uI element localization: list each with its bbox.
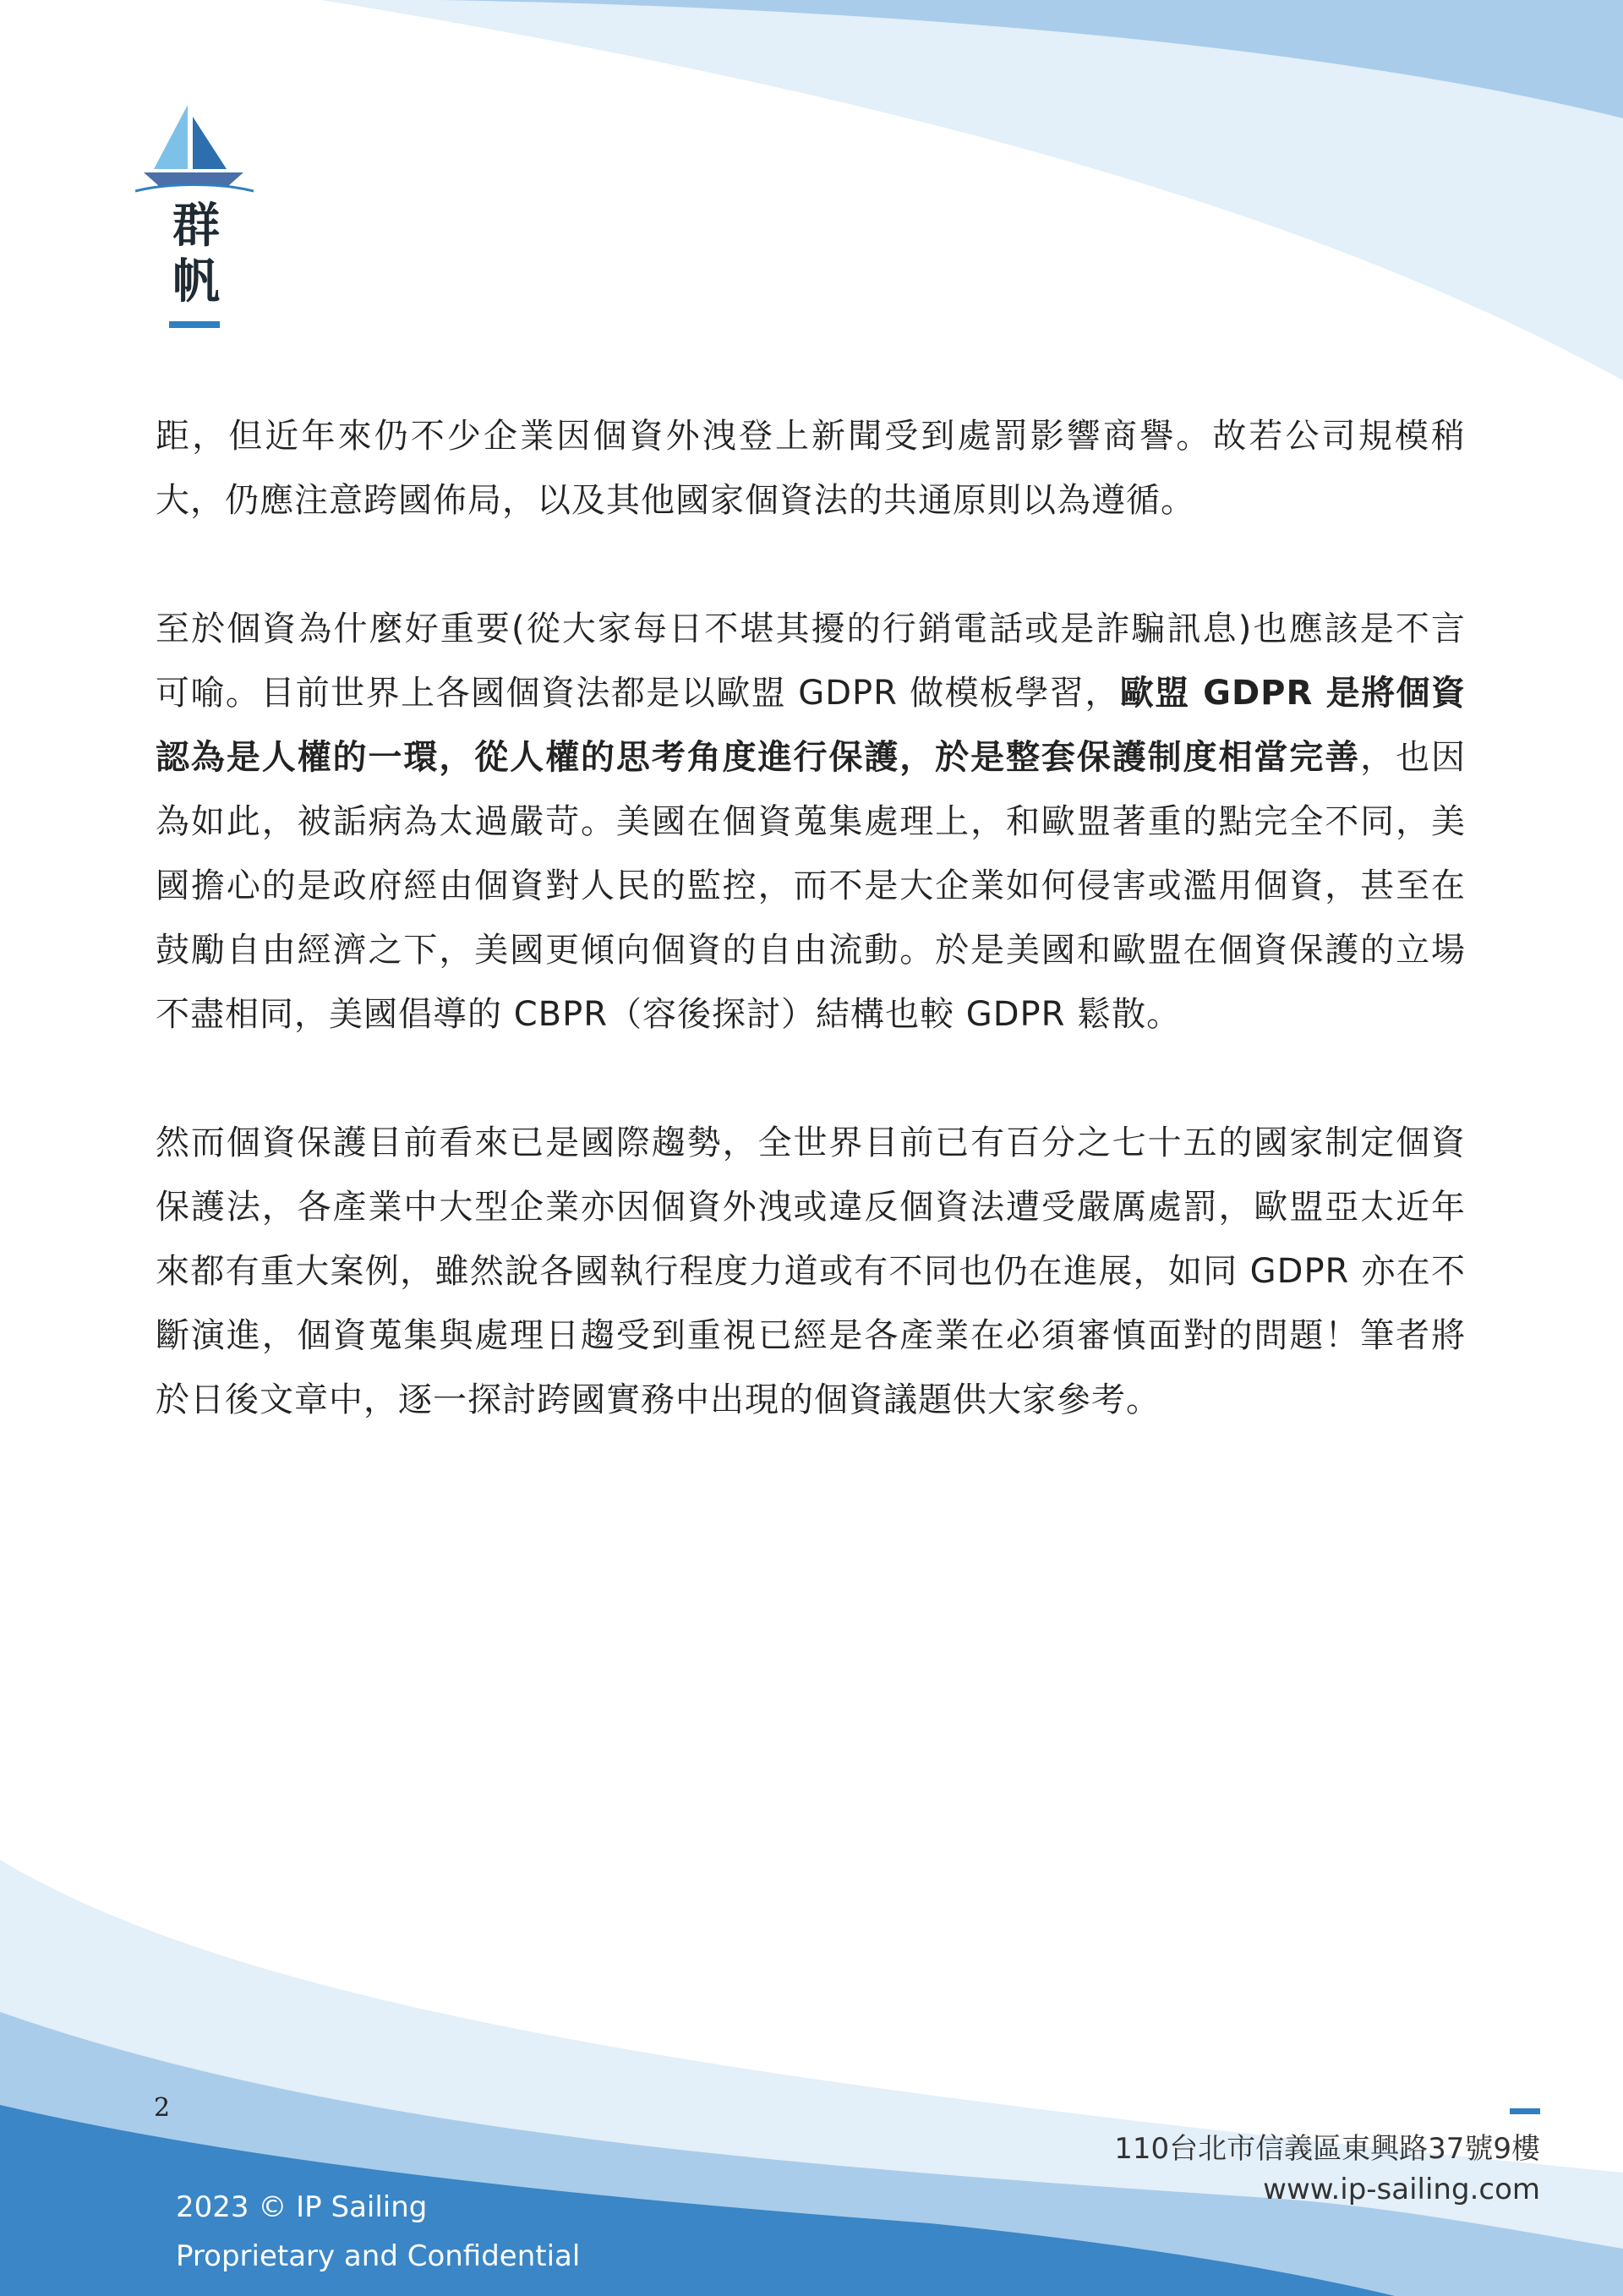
page-number: 2 bbox=[154, 2093, 171, 2123]
paragraph-2 bbox=[156, 597, 1466, 1047]
copyright-text: 2023 © IP Sailing bbox=[176, 2190, 428, 2224]
paragraph-2-emphasis: 歐盟 GDPR 是將個資認為是人權的一環，從人權的思考角度進行保護，於是整套保護制度相當完善 bbox=[156, 674, 1466, 777]
address-accent-bar bbox=[1510, 2108, 1540, 2114]
company-contact bbox=[1114, 2129, 1540, 2210]
brand-name-line2: 帆 bbox=[172, 254, 220, 309]
paragraph-3 bbox=[156, 1111, 1466, 1432]
brand-underline bbox=[169, 321, 220, 328]
paragraph-2-text-a: 至於個資為什麼好重要(從大家每日不堪其擾的行銷電話或是詐騙訊息)也應該是不言可喻。目前世界上各國個資法都是以歐盟 GDPR 做模板學習， bbox=[156, 610, 1466, 713]
brand-name bbox=[162, 199, 230, 310]
paragraph-1 bbox=[156, 404, 1466, 533]
footer-legal bbox=[176, 2183, 580, 2281]
sailboat-icon bbox=[135, 101, 254, 194]
brand-name-line1: 群 bbox=[172, 199, 220, 254]
paragraph-1-text: 距，但近年來仍不少企業因個資外洩登上新聞受到處罰影響商譽。故若公司規模稍大，仍應注意跨國佈局，以及其他國家個資法的共通原則以為遵循。 bbox=[156, 417, 1466, 520]
confidential-text: Proprietary and Confidential bbox=[176, 2239, 581, 2273]
paragraph-2-text-b: ，也因為如此，被詬病為太過嚴苛。美國在個資蒐集處理上，和歐盟著重的點完全不同，美國擔心的是政府經由個資對人民的監控，而不是大企業如何侵害或濫用個資，甚至在鼓勵自由經濟之下，美國更傾向個資的自由流動。於是美國和歐盟在個資保護的立場不盡相同，美國倡導的 CBPR（容後探討）結構也較 GDPR 鬆散。 bbox=[156, 738, 1467, 1034]
paragraph-3-text: 然而個資保護目前看來已是國際趨勢，全世界目前已有百分之七十五的國家制定個資保護法，各產業中大型企業亦因個資外洩或違反個資法遭受嚴厲處罰，歐盟亞太近年來都有重大案例，雖然說各國執行程度力道或有不同也仍在進展，如同 GDPR 亦在不斷演進，個資蒐集與處理日趨受到重視已經是各產業在必須審慎面對的問題！筆者將於日後文章中，逐一探討跨國實務中出現的個資議題供大家參考。 bbox=[156, 1123, 1466, 1419]
article-body bbox=[156, 404, 1466, 1496]
company-address: 110台北市信義區東興路37號9樓 bbox=[1114, 2132, 1540, 2166]
company-website: www.ip-sailing.com bbox=[1263, 2173, 1540, 2206]
